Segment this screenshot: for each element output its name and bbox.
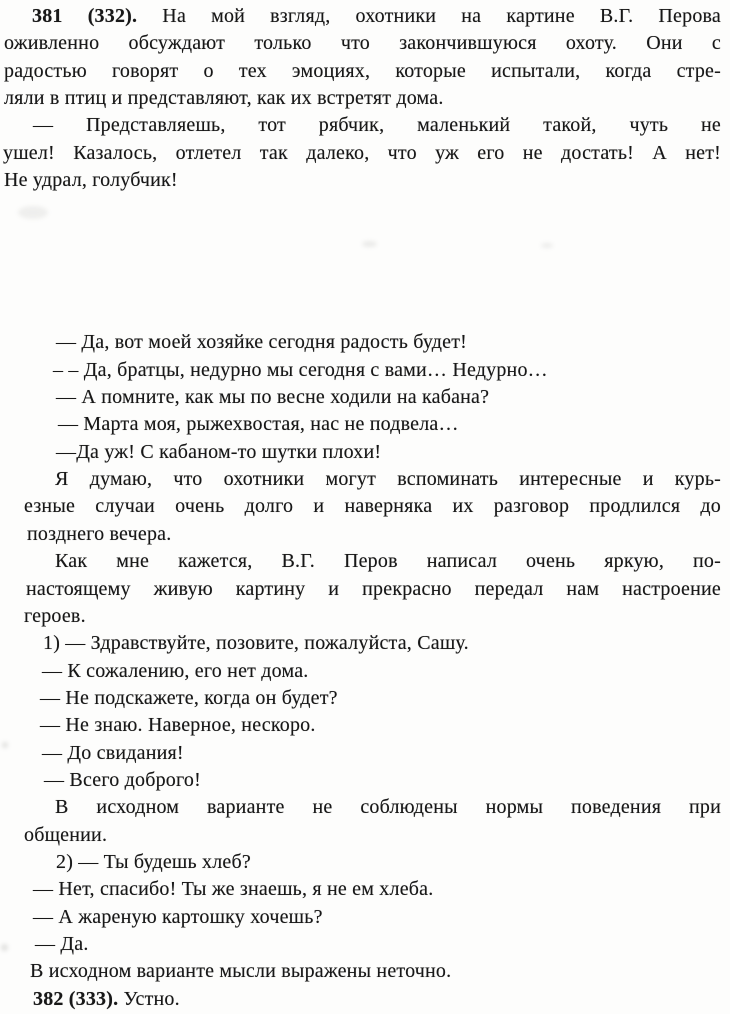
- text-line: [0, 548, 730, 575]
- exercise-number: 382 (333).: [33, 987, 119, 1010]
- text-line: [0, 849, 730, 876]
- text-line: [0, 329, 730, 356]
- line-text: — А помните, как мы по весне ходили на кабана?: [56, 386, 490, 409]
- scan-smudge: [362, 241, 377, 247]
- line-text: ушел! Казалось, отлетел так далеко, что уж его не достать! А нет!: [3, 141, 721, 164]
- text-line: [0, 876, 730, 903]
- scan-smudge: [2, 742, 8, 748]
- text-line: [0, 576, 730, 603]
- text-line: [0, 466, 730, 493]
- text-line: [0, 767, 730, 794]
- line-text: Не удрал, голубчик!: [4, 169, 178, 192]
- exercise-number: 381 (332).: [32, 5, 138, 27]
- line-text: Устно.: [118, 987, 180, 1010]
- line-text: На мой взгляд, охотники на картине В.Г. Перова: [137, 5, 721, 27]
- line-text: 2) — Ты будешь хлеб?: [56, 850, 251, 873]
- line-text: — Марта моя, рыжехвостая, нас не подвела…: [58, 413, 459, 436]
- text-line: [0, 411, 730, 438]
- text-line: [0, 630, 730, 657]
- line-text: Как мне кажется, В.Г. Перов написал очень яркую, по-: [55, 550, 721, 573]
- text-line: [0, 931, 730, 958]
- line-text: настоящему живую картину и прекрасно передал нам настроение: [26, 577, 721, 600]
- line-text: – – Да, братцы, недурно мы сегодня с вами… Недурно…: [53, 358, 548, 381]
- text-line: [0, 140, 730, 167]
- text-line: [0, 603, 730, 630]
- line-text: — Всего доброго!: [44, 768, 201, 791]
- line-text: В исходном варианте не соблюдены нормы поведения при: [55, 796, 721, 819]
- line-text: героев.: [24, 604, 86, 627]
- illustration-gap: [0, 194, 730, 329]
- line-text: — А жареную картошку хочешь?: [33, 905, 323, 928]
- line-text: оживленно обсуждают только что закончившуюся охоту. Они с: [4, 32, 721, 55]
- text-line: [0, 521, 730, 548]
- line-text: радостью говорят о тех эмоциях, которые испытали, когда стре-: [4, 59, 721, 82]
- scan-smudge: [1, 944, 8, 951]
- line-text: общении.: [24, 823, 108, 846]
- text-line: [0, 986, 730, 1013]
- text-line: [0, 740, 730, 767]
- text-line: [0, 493, 730, 520]
- line-text: — До свидания!: [42, 741, 184, 764]
- text-line: [0, 685, 730, 712]
- line-text: позднего вечера.: [27, 522, 172, 545]
- line-text: — Да, вот моей хозяйке сегодня радость будет!: [56, 331, 468, 354]
- line-text: — Не подскажете, когда он будет?: [40, 686, 338, 709]
- line-text: — Представляешь, тот рябчик, маленький такой, чуть не: [33, 114, 721, 137]
- line-text: ляли в птиц и представляют, как их встретят дома.: [4, 87, 444, 110]
- line-text: — Да.: [35, 932, 89, 955]
- line-text: В исходном варианте мысли выражены неточно.: [30, 960, 452, 983]
- text-line: [0, 167, 730, 194]
- scan-smudge: [541, 243, 553, 248]
- text-line: [0, 958, 730, 985]
- text-line: [0, 658, 730, 685]
- line-text: езные случаи очень долго и наверняка их разговор продлился до: [24, 495, 721, 518]
- text-line: [0, 794, 730, 821]
- line-text: — К сожалению, его нет дома.: [42, 659, 309, 682]
- text-line: [0, 58, 730, 85]
- text-line: [0, 30, 730, 57]
- line-text: —Да уж! С кабаном-то шутки плохи!: [56, 440, 382, 463]
- scan-smudge: [18, 206, 48, 219]
- line-text: — Не знаю. Наверное, нескоро.: [40, 714, 316, 737]
- line-text: — Нет, спасибо! Ты же знаешь, я не ем хлеба.: [33, 878, 434, 901]
- text-line: [0, 904, 730, 931]
- text-line: [0, 439, 730, 466]
- text-line: [0, 3, 730, 30]
- text-line: [0, 112, 730, 139]
- line-text: Я думаю, что охотники могут вспоминать интересные и курь-: [55, 468, 721, 491]
- line-text: 1) — Здравствуйте, позовите, пожалуйста, Сашу.: [43, 632, 469, 655]
- text-line: [0, 712, 730, 739]
- text-line: [0, 822, 730, 849]
- text-line: [0, 85, 730, 112]
- text-line: [0, 384, 730, 411]
- text-line: [0, 357, 730, 384]
